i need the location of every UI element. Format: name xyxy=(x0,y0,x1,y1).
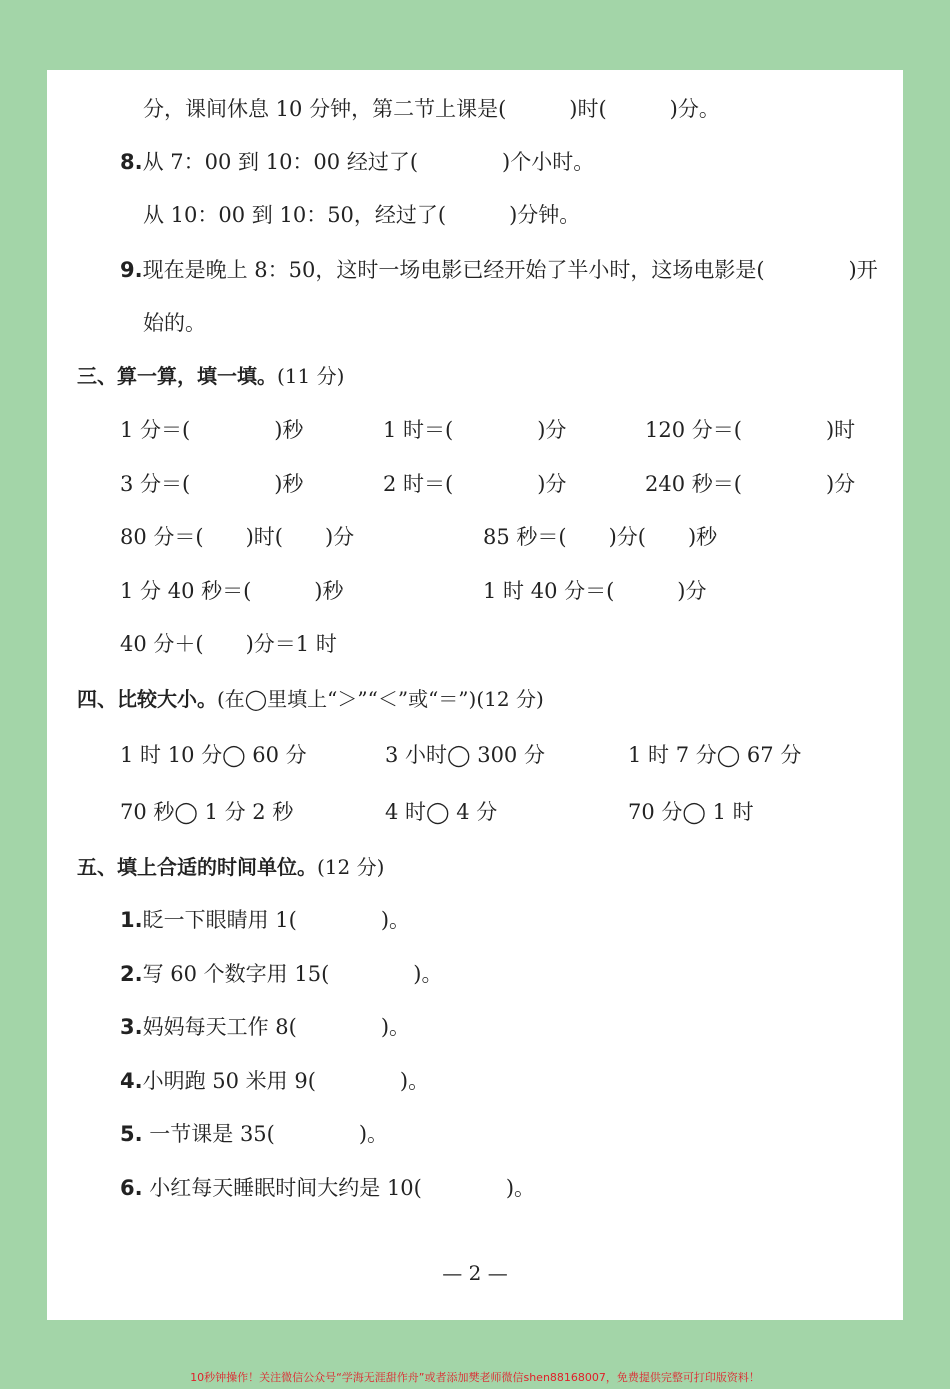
s3-r4-c2: 1 时 40 分＝( )分 xyxy=(483,579,707,603)
s5-item-5 xyxy=(120,1119,388,1149)
question-text: 写 60 个数字用 15( )。 xyxy=(142,962,443,986)
question-number: 5. xyxy=(120,1122,143,1146)
s5-item-2 xyxy=(120,959,442,989)
question-number: 1. xyxy=(120,908,143,932)
s3-r3-c1: 80 分＝( )时( )分 xyxy=(120,525,355,549)
s3-r2-c2: 2 时＝( )分 xyxy=(383,472,567,496)
s3-r1-c2: 1 时＝( )分 xyxy=(383,418,567,442)
question-number: 3. xyxy=(120,1015,143,1039)
question-number: 9. xyxy=(120,258,143,282)
question-text: 小红每天睡眠时间大约是 10( )。 xyxy=(142,1176,536,1200)
s3-r4-c1: 1 分 40 秒＝( )秒 xyxy=(120,579,344,603)
s3-r3-c2: 85 秒＝( )分( )秒 xyxy=(483,525,718,549)
question-text: 眨一下眼睛用 1( )。 xyxy=(142,908,411,932)
s4-r2-c3: 70 分◯ 1 时 xyxy=(628,800,754,824)
section-5-heading xyxy=(77,852,384,882)
s3-r5: 40 分＋( )分＝1 时 xyxy=(120,632,337,656)
question-9-continuation: 始的。 xyxy=(143,311,206,335)
s4-r2-c1: 70 秒◯ 1 分 2 秒 xyxy=(120,800,294,824)
question-number: 2. xyxy=(120,962,143,986)
question-text: 一节课是 35( )。 xyxy=(142,1122,389,1146)
question-number: 4. xyxy=(120,1069,143,1093)
worksheet-page xyxy=(47,70,903,1320)
s3-r1-c1: 1 分＝( )秒 xyxy=(120,418,304,442)
s3-r1-c3: 120 分＝( )时 xyxy=(645,418,856,442)
page-number: — 2 — xyxy=(442,1261,508,1285)
promo-footer-text: 10秒钟操作！关注微信公众号“学海无涯甜作舟”或者添加樊老师微信shen88168007，免费提供完整可打印版资料！ xyxy=(190,1371,760,1384)
s4-r1-c2: 3 小时◯ 300 分 xyxy=(385,743,545,767)
question-number: 6. xyxy=(120,1176,143,1200)
question-8 xyxy=(120,147,594,177)
question-9 xyxy=(120,255,878,285)
section-title: 五、填上合适的时间单位。 xyxy=(77,855,317,879)
s5-item-1 xyxy=(120,905,410,935)
question-text: 妈妈每天工作 8( )。 xyxy=(142,1015,411,1039)
s3-r2-c3: 240 秒＝( )分 xyxy=(645,472,856,496)
question-8-part-2: 从 10：00 到 10：50，经过了( )分钟。 xyxy=(143,203,581,227)
section-title: 三、算一算，填一填。 xyxy=(77,364,277,388)
question-number: 8. xyxy=(120,150,143,174)
s4-r2-c2: 4 时◯ 4 分 xyxy=(385,800,498,824)
section-score: (在◯里填上“＞”“＜”或“＝”)(12 分) xyxy=(217,687,544,711)
question-text: 从 7：00 到 10：00 经过了( )个小时。 xyxy=(142,150,595,174)
question-text: 小明跑 50 米用 9( )。 xyxy=(142,1069,430,1093)
section-3-heading xyxy=(77,361,344,391)
section-score: (12 分) xyxy=(317,855,385,879)
question-text: 现在是晚上 8：50，这时一场电影已经开始了半小时，这场电影是( )开 xyxy=(142,258,878,282)
s5-item-4 xyxy=(120,1066,429,1096)
s4-r1-c1: 1 时 10 分◯ 60 分 xyxy=(120,743,307,767)
s4-r1-c3: 1 时 7 分◯ 67 分 xyxy=(628,743,802,767)
question-7-continuation: 分，课间休息 10 分钟，第二节上课是( )时( )分。 xyxy=(143,97,720,121)
section-4-heading xyxy=(77,684,544,714)
section-title: 四、比较大小。 xyxy=(77,687,217,711)
s3-r2-c1: 3 分＝( )秒 xyxy=(120,472,304,496)
section-score: (11 分) xyxy=(277,364,345,388)
s5-item-3 xyxy=(120,1012,410,1042)
s5-item-6 xyxy=(120,1173,535,1203)
